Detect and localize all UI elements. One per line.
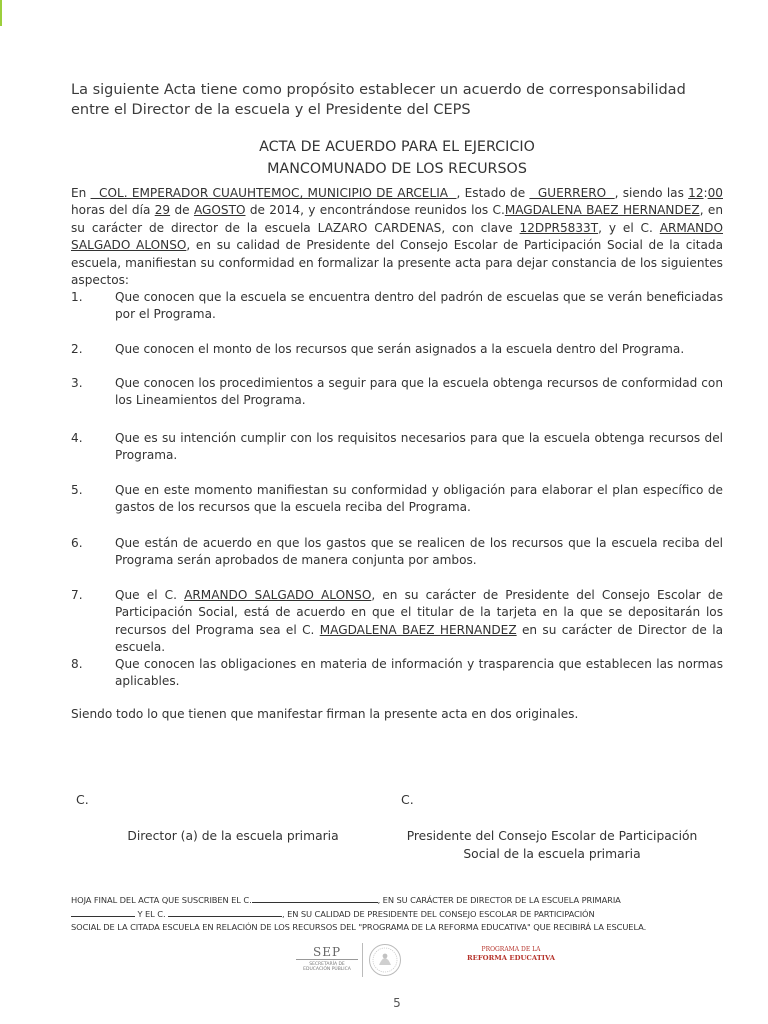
acta-title-line-2: MANCOMUNADO DE LOS RECURSOS <box>267 161 527 177</box>
list-item-number: 5. <box>71 483 83 497</box>
list-item <box>71 341 723 375</box>
body-text: , y el C. <box>598 220 660 235</box>
reforma-educativa-logo <box>466 946 556 963</box>
school-blank <box>71 907 135 917</box>
body-text: de <box>170 203 194 218</box>
logo-divider <box>362 943 363 977</box>
list-item <box>71 482 723 535</box>
sep-logo-subtitle <box>296 962 358 972</box>
acta-title-line-1: ACTA DE ACUERDO PARA EL EJERCICIO <box>259 139 535 155</box>
body-text: de 2014, y encontrándose reunidos los C. <box>245 203 505 218</box>
list-item-text: Que conocen que la escuela se encuentra dentro del padrón de escuelas que se verán beneficiadas por el Programa. <box>115 290 723 322</box>
list-item-number: 7. <box>71 588 83 602</box>
list-item-text: Que en este momento manifiestan su conformidad y obligación para elaborar el plan específico de gastos de los recursos que la escuela reciba del Programa. <box>115 483 723 515</box>
body-text: , Estado de <box>456 186 530 200</box>
body-text: , en su carácter de director de la escuela LAZARO CARDENAS, con clave <box>71 203 723 235</box>
body-text: , siendo las <box>614 186 689 200</box>
intro-paragraph: La siguiente Acta tiene como propósito establecer un acuerdo de corresponsabilidad entre el Director de la escuela y el Presidente del CEPS <box>71 82 686 118</box>
director-name-field: MAGDALENA BAEZ HERNANDEZ <box>504 203 700 218</box>
acta-title <box>0 136 768 180</box>
director-name-blank <box>252 893 378 903</box>
list-item-number: 8. <box>71 657 83 671</box>
list-item <box>71 535 723 587</box>
final-sheet-note-line-2 <box>71 907 721 921</box>
final-sheet-note-line-1 <box>71 893 721 907</box>
body-text: horas del día <box>71 203 155 218</box>
list-item <box>71 587 723 656</box>
hour-field: 12 <box>688 186 704 200</box>
month-field: AGOSTO <box>193 203 246 218</box>
sep-subtitle-line-1: SECRETARÍA DE <box>309 962 345 967</box>
list-item-text: Que conocen los procedimientos a seguir para que la escuela obtenga recursos de conformidad con los Lineamientos del Programa. <box>115 376 723 408</box>
day-field: 29 <box>154 203 171 218</box>
locality-field: COL. EMPERADOR CUAUHTEMOC, MUNICIPIO DE ARCELIA <box>90 186 457 200</box>
sep-logo-text: SEP <box>312 945 342 959</box>
final-sheet-note-line-3: SOCIAL DE LA CITADA ESCUELA EN RELACIÓN DE LOS RECURSOS DEL "PROGRAMA DE LA REFORMA EDUCATIVA" QUE RECIBIRÁ LA ESCUELA. <box>71 922 647 932</box>
school-key-field: 12DPR5833T <box>519 220 599 235</box>
body-text: En <box>71 186 91 200</box>
agreement-list <box>71 289 723 696</box>
corner-accent-mark <box>0 0 2 26</box>
list-item-text: Que es su intención cumplir con los requisitos necesarios para que la escuela obtenga recursos del Programa. <box>115 431 723 463</box>
list-item-text: Que conocen el monto de los recursos que serán asignados a la escuela dentro del Programa. <box>115 342 685 356</box>
acta-body-paragraph <box>71 185 723 289</box>
president-signature-label: C. <box>401 792 414 807</box>
director-role: Director (a) de la escuela primaria <box>127 829 339 843</box>
closing-statement: Siendo todo lo que tienen que manifestar firman la presente acta en dos originales. <box>71 707 579 721</box>
item-text: en su carácter de Director de la escuela. <box>115 622 723 655</box>
sep-subtitle-line-2: EDUCACIÓN PÚBLICA <box>303 967 351 972</box>
final-sheet-note <box>71 893 721 934</box>
hour-separator: : <box>703 186 708 200</box>
national-seal-icon <box>368 943 402 977</box>
president-role-line-2: Social de la escuela primaria <box>463 847 641 861</box>
minute-field: 00 <box>707 186 723 200</box>
list-item-number: 4. <box>71 431 83 445</box>
list-item-text: Que conocen las obligaciones en materia de información y trasparencia que establecen las normas aplicables. <box>115 657 723 689</box>
president-name-field: ARMANDO SALGADO ALONSO <box>184 588 372 602</box>
list-item-number: 2. <box>71 342 83 356</box>
note-text: HOJA FINAL DEL ACTA QUE SUSCRIBEN EL C. <box>71 895 252 905</box>
list-item <box>71 289 723 341</box>
page-number: 5 <box>393 996 401 1010</box>
state-field: GUERRERO <box>529 186 615 200</box>
sep-logo-rule <box>296 959 358 960</box>
list-item <box>71 656 723 696</box>
reforma-logo-line-2: REFORMA EDUCATIVA <box>467 954 555 962</box>
list-item-number: 1. <box>71 290 83 304</box>
sep-logo <box>296 945 358 977</box>
president-name-field: ARMANDO SALGADO ALONSO <box>71 220 723 253</box>
president-name-blank <box>168 907 282 917</box>
director-signature-label: C. <box>76 792 89 807</box>
list-item <box>71 430 723 482</box>
note-text: Y EL C. <box>135 909 169 919</box>
list-item-number: 3. <box>71 376 83 390</box>
note-text: , EN SU CALIDAD DE PRESIDENTE DEL CONSEJO ESCOLAR DE PARTICIPACIÓN <box>282 909 595 919</box>
item-text: , en su carácter de Presidente del Consejo Escolar de Participación Social, está de acuerdo en que el titular de la tarjeta en la que se depositarán los recursos del Programa sea el C. <box>115 588 723 637</box>
list-item-text: Que están de acuerdo en que los gastos que se realicen de los recursos que la escuela reciba del Programa serán aprobados de manera conjunta por ambos. <box>115 536 723 568</box>
president-role-line-1: Presidente del Consejo Escolar de Participación <box>406 829 698 843</box>
note-text: , EN SU CARÁCTER DE DIRECTOR DE LA ESCUELA PRIMARIA <box>377 895 621 905</box>
reforma-logo-line-1: PROGRAMA DE LA <box>481 946 541 953</box>
president-role <box>402 827 702 863</box>
director-name-field: MAGDALENA BAEZ HERNANDEZ <box>319 622 517 637</box>
list-item-text <box>115 587 723 657</box>
list-item <box>71 375 723 430</box>
item-text: Que el C. <box>115 588 185 602</box>
body-text: , en su calidad de Presidente del Consejo Escolar de Participación Social de la citada escuela, manifiestan su conformidad en formalizar la presente acta para dejar constancia de los siguientes aspectos: <box>71 238 723 288</box>
list-item-number: 6. <box>71 536 83 550</box>
